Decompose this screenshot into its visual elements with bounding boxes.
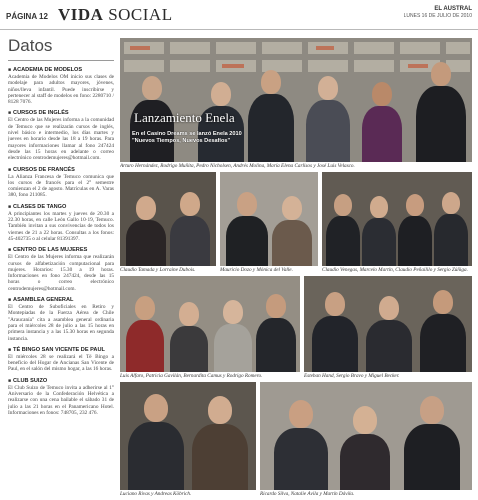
person-figure [274,400,328,490]
notice-item [8,167,114,199]
social-photo [120,382,256,490]
notice-title: ■ TÉ BINGO SAN VICENTE DE PAUL [8,347,114,353]
person-figure [312,292,358,372]
notice-item [8,247,114,292]
notice-item [8,204,114,242]
notice-item [8,347,114,373]
photo-caption: Mauricio Dozo y Mónica del Valle. [220,267,293,273]
notice-title: ■ CLUB SUIZO [8,378,114,384]
event-title: Lanzamiento Enela [134,110,235,125]
issue-date: LUNES 16 DE JULIO DE 2010 [403,13,472,19]
photo-caption: Luciano Rivas y Andreas Köbrich. [120,491,192,497]
person-figure [226,192,268,266]
section-title-light: SOCIAL [108,5,173,24]
event-subtitle-line1: En el Casino Dreams se lanzó Enela 2010 [132,131,242,137]
sidebar-title: Datos [8,36,114,61]
photo-caption: Ricardo Silva, Natalie Ávila y Martín Dávila. [260,491,355,497]
main-photo-caption: Arturo Hernández, Rodrigo Muñita, Pedro Nicholsen, Andrés Molina, María Elena Carlisos y José Luis Velasco. [120,163,355,169]
notice-body: Academia de Modelos OM inicio sus clases de modelaje para adultos mayores, jóvenes, niños/lleva infantil. Puede inscribirse y pertenecer al staff de modelos en fono: 2280710 / 8128 7076. [8,74,114,106]
person-figure [366,296,412,372]
notice-title: ■ CLASES DE TANGO [8,204,114,210]
person-figure [326,194,360,266]
person-figure [398,194,432,266]
notice-item [8,297,114,342]
page-header [0,0,478,30]
section-title-bold: VIDA [58,5,104,24]
photo-caption: Esteban Hand, Sergio Bravo y Miguel Becker. [304,373,400,379]
person-figure [192,396,248,490]
person-figure [214,300,252,372]
person-figure [416,62,466,162]
notice-title: ■ ACADEMIA DE MODELOS [8,67,114,73]
page-number: PÁGINA 12 [6,12,48,21]
social-photo [220,172,318,266]
notice-item [8,110,114,161]
notice-body: El Centro de las Mujeres informa a la comunidad de Temuco que se realizarán cursos de inglés, nivel básico e intermedio, los días martes y jueves en horario desde las 18 a 19 horas. Para mayores informaciones llamar al fono 247424 desde las 15 horas en adelante o correo electrónico centrodemujeres@hotmail.com. [8,117,114,162]
photo-caption: Luis Alfaro, Patricia Gavilán, Bernardita Camus y Rodrigo Romero. [120,373,263,379]
person-figure [362,196,396,266]
person-figure [248,70,294,162]
notice-body: El Club Suizo de Temuco invita a adherirse al 1° Aniversario de la Confederación Helvética a realizarse con una cena bailable el sábado 31 de julio a las 21 horas en el Panamericano Hotel. Informaciones en fonos: 748705, 232 476. [8,384,114,416]
person-figure [128,394,184,490]
person-figure [126,296,164,372]
social-photo [120,172,216,266]
photo-caption: Claudio Tamada y Lorraine Dubois. [120,267,196,273]
notice-item [8,67,114,105]
notice-title: ■ CENTRO DE LAS MUJERES [8,247,114,253]
notice-title: ■ CURSOS DE FRANCÉS [8,167,114,173]
social-photo [120,276,300,372]
notice-item [8,378,114,416]
person-figure [170,192,210,266]
person-figure [362,82,402,162]
person-figure [256,294,296,372]
notice-body: El Centro de Suboficiales en Retiro y Montepiadas de la Fuerza Aérea de Chile "Araucanía" cita a asamblea general ordinaria para el miércoles 28 de julio a las 15 horas en primera instancia y a las 15.30 horas en segunda instancia. [8,304,114,342]
masthead [404,6,472,19]
datos-sidebar [8,36,114,494]
social-photo [260,382,472,490]
section-title [58,5,173,25]
event-subtitle [132,131,242,145]
person-figure [306,76,350,162]
notice-title: ■ CURSOS DE INGLÉS [8,110,114,116]
person-figure [420,290,466,372]
person-figure [126,196,166,266]
notice-body: La Alianza Francesa de Temuco comunica que los cursos de francés para el 2° semestre comienzan el 2 de agosto. Matrículas en A. Varas 380, fono 211085. [8,173,114,199]
main-event-photo [120,38,472,162]
event-subtitle-line2: "Nuevos Tiempos, Nuevos Desafíos" [132,138,231,144]
person-figure [170,302,208,372]
notice-body: El miércoles 28 se realizará el Té Bingo a beneficio del Hogar de Ancianas San Vicente de Paul, en el salón del mismo hogar, a las 16 horas. [8,353,114,373]
notice-title: ■ ASAMBLEA GENERAL [8,297,114,303]
social-photo [304,276,472,372]
person-figure [404,396,460,490]
notice-body: A principiantes los martes y jueves de 20.30 a 22.30 horas, en calle León Gallo 10·19, Temuco. También invitan a sus convivencias de todos los viernes de 21 a 22 horas. Consultas a los fonos: 45-402735 o al celular 81391397. [8,210,114,242]
person-figure [434,192,468,266]
newspaper-name: EL AUSTRAL [434,6,472,12]
social-photo [322,172,472,266]
person-figure [340,406,390,490]
person-figure [272,196,312,266]
notice-body: El Centro de las Mujeres informa que realizarán cursos de alfabetización computacional para mujeres. Horarios: 15.30 a 19 horas. Informaciones en fono 247424, desde las 15 horas o correo electrónico centrodemujeres@hotmail.com. [8,254,114,292]
photo-caption: Claudio Venegas, Marcelo Martín, Claudio Peñaililo y Sergio Zúñiga. [322,267,468,273]
